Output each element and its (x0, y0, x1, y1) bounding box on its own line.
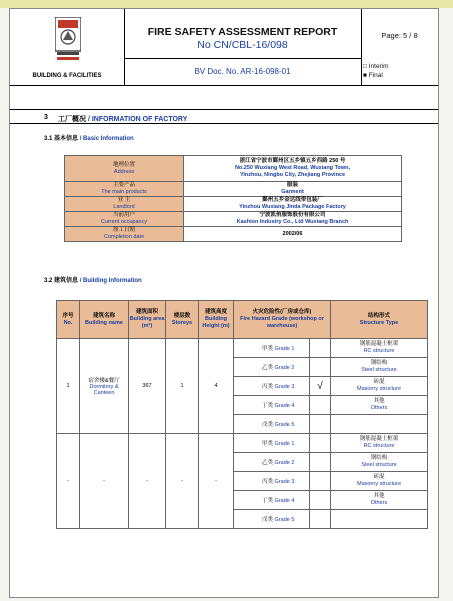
building-cell: - (166, 434, 199, 529)
fire-grade-cell: 戊类 Grade 5 (234, 415, 310, 434)
basic-info-value: 2002/06 (184, 227, 402, 242)
building-row (57, 339, 428, 358)
page-number: Page: 5 / 8 (381, 31, 418, 40)
top-strip (0, 0, 453, 8)
fire-grade-cell: 丁类 Grade 4 (234, 396, 310, 415)
basic-info-row (65, 227, 402, 242)
grade-check-cell (310, 453, 331, 472)
fire-grade-cell: 甲类 Grade 1 (234, 434, 310, 453)
report-title: FIRE SAFETY ASSESSMENT REPORT (147, 26, 338, 38)
structure-cell (331, 510, 428, 529)
structure-cell: 钢筋混凝土框架 RC structure (331, 434, 428, 453)
building-cell: 4 (199, 339, 234, 434)
doc-number-cell (124, 58, 362, 85)
building-cell: 367 (129, 339, 166, 434)
structure-cell: 其他 Others (331, 396, 428, 415)
basic-info-value: 鄞州五乡金达线带包装厂 Yinzhou Wuxiang Jinda Package Factory (184, 197, 402, 212)
fire-grade-cell: 丁类 Grade 4 (234, 491, 310, 510)
grade-check-cell (310, 339, 331, 358)
basic-info-row (65, 156, 402, 182)
subsection-3-1-heading: 3.1 基本信息 / Basic Information (44, 136, 134, 142)
subsection-3-2-heading: 3.2 建筑信息 / Building Information (44, 278, 142, 284)
report-header (10, 9, 438, 86)
building-cell: - (57, 434, 80, 529)
structure-cell: 砖混 Masonry structure (331, 377, 428, 396)
basic-info-row (65, 197, 402, 212)
basic-info-value: 宁波凯侑服饰股份有限公司 Kashion Industry Co., Ltd Wuxiang Branch (184, 212, 402, 227)
building-cell: - (129, 434, 166, 529)
building-row (57, 434, 428, 453)
structure-cell: 其他 Others (331, 491, 428, 510)
fire-grade-cell: 丙类 Grade 3 (234, 472, 310, 491)
fire-grade-cell: 甲类 Grade 1 (234, 339, 310, 358)
check-mark-icon: √ (317, 380, 323, 392)
doc-number: BV Doc. No. AR-16-098-01 (194, 67, 291, 76)
fire-grade-cell: 乙类 Grade 2 (234, 358, 310, 377)
basic-info-row (65, 212, 402, 227)
grade-check-cell (310, 358, 331, 377)
grade-check-cell (310, 434, 331, 453)
fire-grade-cell: 乙类 Grade 2 (234, 453, 310, 472)
basic-info-row (65, 182, 402, 197)
logo-caption: BUILDING & FACILITIES (32, 73, 102, 79)
grade-check-cell (310, 472, 331, 491)
grade-check-cell (310, 396, 331, 415)
structure-cell: 砖混 Masonry structure (331, 472, 428, 491)
basic-info-label: 地理位置 Address (65, 156, 184, 182)
fire-grade-cell: 戊类 Grade 5 (234, 510, 310, 529)
status-interim: □ Interim (363, 63, 389, 70)
section-3-heading (10, 109, 438, 124)
document-page (9, 8, 439, 598)
section-number: 3 (44, 114, 48, 121)
fire-grade-cell: 丙类 Grade 3 (234, 377, 310, 396)
building-cell: - (80, 434, 129, 529)
building-table-header: 序号 No. 建筑名称 Building name 建筑面积 Building area (m²) 楼层数 Storeys 建筑高度 Building Height (m) 火灾危险性(厂房或仓库) Fire Hazard Grade (workshop or warehouse) 结构形式 Structure Type (57, 301, 428, 339)
grade-check-cell (310, 415, 331, 434)
building-cell: 宿舍楼&餐厅 Dormitory & Canteen (80, 339, 129, 434)
section-title: 工厂概况 / INFORMATION OF FACTORY (58, 116, 188, 123)
building-cell: 1 (57, 339, 80, 434)
basic-info-value: 服装 Garment (184, 182, 402, 197)
structure-cell: 钢结构 Steel structure (331, 453, 428, 472)
structure-cell: 钢筋混凝土框架 RC structure (331, 339, 428, 358)
logo-cell (10, 9, 125, 85)
basic-info-label: 当前用户 Current occupancy (65, 212, 184, 227)
basic-info-table (64, 155, 402, 242)
grade-check-cell (310, 510, 331, 529)
building-info-table (56, 300, 428, 529)
basic-info-label: 竣工日期 Completion date (65, 227, 184, 242)
building-cell: 1 (166, 339, 199, 434)
basic-info-value: 浙江省宁波市鄞州区五乡镇五乡西路 250 号 No.250 Wuxiang West Road, Wuxiang Town, Yinzhou, Ningbo City, Zhejiang Province (184, 156, 402, 182)
title-cell (124, 9, 362, 59)
basic-info-label: 业 主 Landlord (65, 197, 184, 212)
status-final: ■ Final (363, 72, 383, 79)
grade-check-cell (310, 377, 331, 396)
bureau-veritas-logo-icon (55, 17, 81, 61)
report-status (363, 62, 389, 80)
building-cell: - (199, 434, 234, 529)
basic-info-label: 主要产品 The main products (65, 182, 184, 197)
report-number: No CN/CBL-16/098 (197, 39, 288, 51)
structure-cell: 钢结构 Steel structure (331, 358, 428, 377)
structure-cell (331, 415, 428, 434)
grade-check-cell (310, 491, 331, 510)
